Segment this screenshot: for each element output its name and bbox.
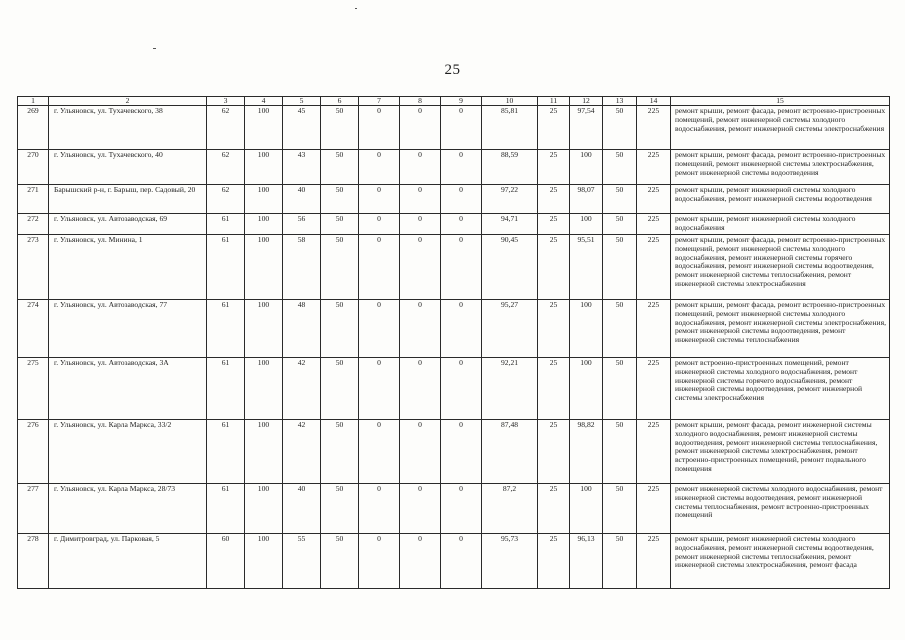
row-number: 278	[18, 534, 49, 589]
value-cell: 56	[283, 214, 321, 235]
value-cell: 50	[321, 300, 359, 358]
row-number: 274	[18, 300, 49, 358]
value-cell: 95,27	[482, 300, 538, 358]
value-cell: 95,73	[482, 534, 538, 589]
value-cell: 100	[245, 185, 283, 214]
value-cell: 100	[245, 300, 283, 358]
works-list-cell: ремонт крыши, ремонт фасада, ремонт встроенно-пристроенных помещений, ремонт инженерной системы электроснабжения, ремонт инженерной системы водоотведения	[671, 150, 890, 185]
value-cell: 50	[321, 214, 359, 235]
value-cell: 0	[400, 214, 441, 235]
value-cell: 55	[283, 534, 321, 589]
value-cell: 87,2	[482, 484, 538, 534]
value-cell: 0	[400, 358, 441, 420]
table-row	[18, 534, 890, 589]
table-row	[18, 358, 890, 420]
value-cell: 50	[603, 214, 637, 235]
row-number: 269	[18, 106, 49, 150]
value-cell: 85,81	[482, 106, 538, 150]
value-cell: 0	[400, 484, 441, 534]
value-cell: 100	[570, 358, 603, 420]
value-cell: 50	[603, 106, 637, 150]
value-cell: 25	[538, 420, 570, 484]
value-cell: 0	[359, 484, 400, 534]
value-cell: 50	[603, 420, 637, 484]
column-number: 15	[671, 97, 890, 106]
value-cell: 225	[637, 420, 671, 484]
value-cell: 0	[359, 106, 400, 150]
value-cell: 0	[400, 235, 441, 300]
value-cell: 25	[538, 185, 570, 214]
value-cell: 100	[245, 534, 283, 589]
column-number: 13	[603, 97, 637, 106]
value-cell: 0	[359, 358, 400, 420]
table-row	[18, 214, 890, 235]
value-cell: 97,54	[570, 106, 603, 150]
address-cell: г. Ульяновск, ул. Автозаводская, 3А	[49, 358, 207, 420]
value-cell: 225	[637, 484, 671, 534]
works-list-cell: ремонт крыши, ремонт фасада, ремонт встроенно-пристроенных помещений, ремонт инженерной системы холодного водоснабжения, ремонт инженерной системы горячего водоснабжения, ремонт инженерной системы водоотведения, ремонт инженерной системы теплоснабжения, ремонт инженерной системы электроснабжения	[671, 235, 890, 300]
works-list-cell: ремонт встроенно-пристроенных помещений, ремонт инженерной системы холодного водоснабжения, ремонт инженерной системы горячего водоснабжения, ремонт инженерной системы водоотведения, ремонт инженерной системы электроснабжения	[671, 358, 890, 420]
value-cell: 50	[603, 150, 637, 185]
value-cell: 50	[321, 358, 359, 420]
value-cell: 62	[207, 150, 245, 185]
works-list-cell: ремонт крыши, ремонт фасада, ремонт встроенно-пристроенных помещений, ремонт инженерной системы холодного водоснабжения, ремонт инженерной системы электроснабжения	[671, 106, 890, 150]
works-list-cell: ремонт крыши, ремонт инженерной системы холодного водоснабжения, ремонт инженерной системы водоотведения	[671, 185, 890, 214]
value-cell: 61	[207, 235, 245, 300]
value-cell: 100	[570, 150, 603, 185]
value-cell: 225	[637, 214, 671, 235]
row-number: 272	[18, 214, 49, 235]
column-number: 10	[482, 97, 538, 106]
value-cell: 0	[400, 106, 441, 150]
value-cell: 25	[538, 106, 570, 150]
column-number: 4	[245, 97, 283, 106]
address-cell: г. Ульяновск, ул. Автозаводская, 69	[49, 214, 207, 235]
address-cell: г. Ульяновск, ул. Карла Маркса, 33/2	[49, 420, 207, 484]
column-number-row	[18, 97, 890, 106]
column-number: 7	[359, 97, 400, 106]
value-cell: 0	[359, 214, 400, 235]
value-cell: 0	[359, 534, 400, 589]
value-cell: 0	[441, 534, 482, 589]
table-row	[18, 235, 890, 300]
works-list-cell: ремонт крыши, ремонт инженерной системы холодного водоснабжения, ремонт инженерной системы водоотведения, ремонт инженерной системы теплоснабжения, ремонт инженерной системы электроснабжения, ремонт фасада	[671, 534, 890, 589]
works-list-cell: ремонт крыши, ремонт фасада, ремонт инженерной системы холодного водоснабжения, ремонт инженерной системы водоотведения, ремонт инженерной системы теплоснабжения, ремонт инженерной системы электроснабжения, ремонт встроенно-пристроенных помещений, ремонт подвального помещения	[671, 420, 890, 484]
value-cell: 42	[283, 420, 321, 484]
row-number: 273	[18, 235, 49, 300]
value-cell: 60	[207, 534, 245, 589]
value-cell: 0	[441, 358, 482, 420]
value-cell: 61	[207, 214, 245, 235]
value-cell: 100	[245, 235, 283, 300]
value-cell: 225	[637, 235, 671, 300]
value-cell: 0	[441, 106, 482, 150]
value-cell: 25	[538, 484, 570, 534]
column-number: 2	[49, 97, 207, 106]
value-cell: 61	[207, 420, 245, 484]
value-cell: 94,71	[482, 214, 538, 235]
value-cell: 87,48	[482, 420, 538, 484]
value-cell: 40	[283, 185, 321, 214]
value-cell: 0	[359, 235, 400, 300]
value-cell: 100	[245, 484, 283, 534]
value-cell: 48	[283, 300, 321, 358]
value-cell: 0	[359, 420, 400, 484]
row-number: 276	[18, 420, 49, 484]
column-number: 6	[321, 97, 359, 106]
value-cell: 0	[441, 420, 482, 484]
value-cell: 92,21	[482, 358, 538, 420]
works-list-cell: ремонт инженерной системы холодного водоснабжения, ремонт инженерной системы водоотведения, ремонт инженерной системы теплоснабжения, ремонт встроенно-пристроенных помещений	[671, 484, 890, 534]
value-cell: 90,45	[482, 235, 538, 300]
value-cell: 0	[359, 150, 400, 185]
value-cell: 25	[538, 150, 570, 185]
value-cell: 50	[603, 235, 637, 300]
value-cell: 25	[538, 235, 570, 300]
value-cell: 225	[637, 106, 671, 150]
column-number: 14	[637, 97, 671, 106]
value-cell: 25	[538, 358, 570, 420]
value-cell: 50	[321, 235, 359, 300]
value-cell: 88,59	[482, 150, 538, 185]
row-number: 270	[18, 150, 49, 185]
address-cell: г. Ульяновск, ул. Тухачевского, 38	[49, 106, 207, 150]
value-cell: 50	[321, 534, 359, 589]
value-cell: 61	[207, 484, 245, 534]
value-cell: 100	[245, 214, 283, 235]
value-cell: 0	[359, 300, 400, 358]
value-cell: 62	[207, 106, 245, 150]
table-row	[18, 484, 890, 534]
value-cell: 0	[400, 150, 441, 185]
value-cell: 0	[441, 185, 482, 214]
works-list-cell: ремонт крыши, ремонт фасада, ремонт встроенно-пристроенных помещений, ремонт инженерной системы холодного водоснабжения, ремонт инженерной системы электроснабжения, ремонт инженерной системы водоотведения, ремонт инженерной системы теплоснабжения	[671, 300, 890, 358]
value-cell: 100	[570, 214, 603, 235]
value-cell: 225	[637, 300, 671, 358]
value-cell: 225	[637, 358, 671, 420]
value-cell: 62	[207, 185, 245, 214]
row-number: 271	[18, 185, 49, 214]
column-number: 3	[207, 97, 245, 106]
value-cell: 225	[637, 534, 671, 589]
value-cell: 95,51	[570, 235, 603, 300]
table-row	[18, 150, 890, 185]
value-cell: 98,07	[570, 185, 603, 214]
value-cell: 0	[441, 150, 482, 185]
value-cell: 50	[321, 185, 359, 214]
value-cell: 0	[441, 235, 482, 300]
value-cell: 25	[538, 534, 570, 589]
address-cell: г. Ульяновск, ул. Автозаводская, 77	[49, 300, 207, 358]
column-number: 1	[18, 97, 49, 106]
value-cell: 45	[283, 106, 321, 150]
value-cell: 96,13	[570, 534, 603, 589]
value-cell: 25	[538, 214, 570, 235]
value-cell: 97,22	[482, 185, 538, 214]
address-cell: г. Димитровград, ул. Парковая, 5	[49, 534, 207, 589]
value-cell: 61	[207, 300, 245, 358]
value-cell: 43	[283, 150, 321, 185]
value-cell: 100	[245, 150, 283, 185]
address-cell: Барышский р-н, г. Барыш, пер. Садовый, 20	[49, 185, 207, 214]
page-number: 25	[444, 62, 461, 78]
value-cell: 50	[321, 106, 359, 150]
column-number: 12	[570, 97, 603, 106]
value-cell: 58	[283, 235, 321, 300]
value-cell: 50	[321, 150, 359, 185]
column-number: 9	[441, 97, 482, 106]
works-list-cell: ремонт крыши, ремонт инженерной системы холодного водоснабжения	[671, 214, 890, 235]
value-cell: 0	[441, 300, 482, 358]
address-cell: г. Ульяновск, ул. Минина, 1	[49, 235, 207, 300]
value-cell: 50	[603, 358, 637, 420]
value-cell: 0	[400, 300, 441, 358]
address-cell: г. Ульяновск, ул. Карла Маркса, 28/73	[49, 484, 207, 534]
row-number: 277	[18, 484, 49, 534]
row-number: 275	[18, 358, 49, 420]
value-cell: 100	[245, 420, 283, 484]
value-cell: 100	[570, 484, 603, 534]
value-cell: 0	[441, 484, 482, 534]
value-cell: 50	[321, 420, 359, 484]
value-cell: 100	[245, 358, 283, 420]
value-cell: 0	[359, 185, 400, 214]
table-row	[18, 106, 890, 150]
value-cell: 0	[400, 185, 441, 214]
value-cell: 50	[603, 534, 637, 589]
value-cell: 100	[245, 106, 283, 150]
value-cell: 100	[570, 300, 603, 358]
table-row	[18, 185, 890, 214]
value-cell: 0	[400, 534, 441, 589]
value-cell: 225	[637, 150, 671, 185]
column-number: 8	[400, 97, 441, 106]
value-cell: 40	[283, 484, 321, 534]
capital-repair-table	[17, 96, 890, 589]
value-cell: 50	[603, 300, 637, 358]
value-cell: 42	[283, 358, 321, 420]
column-number: 11	[538, 97, 570, 106]
table-row	[18, 420, 890, 484]
value-cell: 0	[400, 420, 441, 484]
value-cell: 0	[441, 214, 482, 235]
scan-speck	[153, 48, 156, 49]
scan-speck	[355, 8, 357, 9]
address-cell: г. Ульяновск, ул. Тухачевского, 40	[49, 150, 207, 185]
value-cell: 225	[637, 185, 671, 214]
table-row	[18, 300, 890, 358]
value-cell: 98,82	[570, 420, 603, 484]
column-number: 5	[283, 97, 321, 106]
value-cell: 50	[603, 484, 637, 534]
value-cell: 61	[207, 358, 245, 420]
value-cell: 50	[321, 484, 359, 534]
value-cell: 50	[603, 185, 637, 214]
value-cell: 25	[538, 300, 570, 358]
